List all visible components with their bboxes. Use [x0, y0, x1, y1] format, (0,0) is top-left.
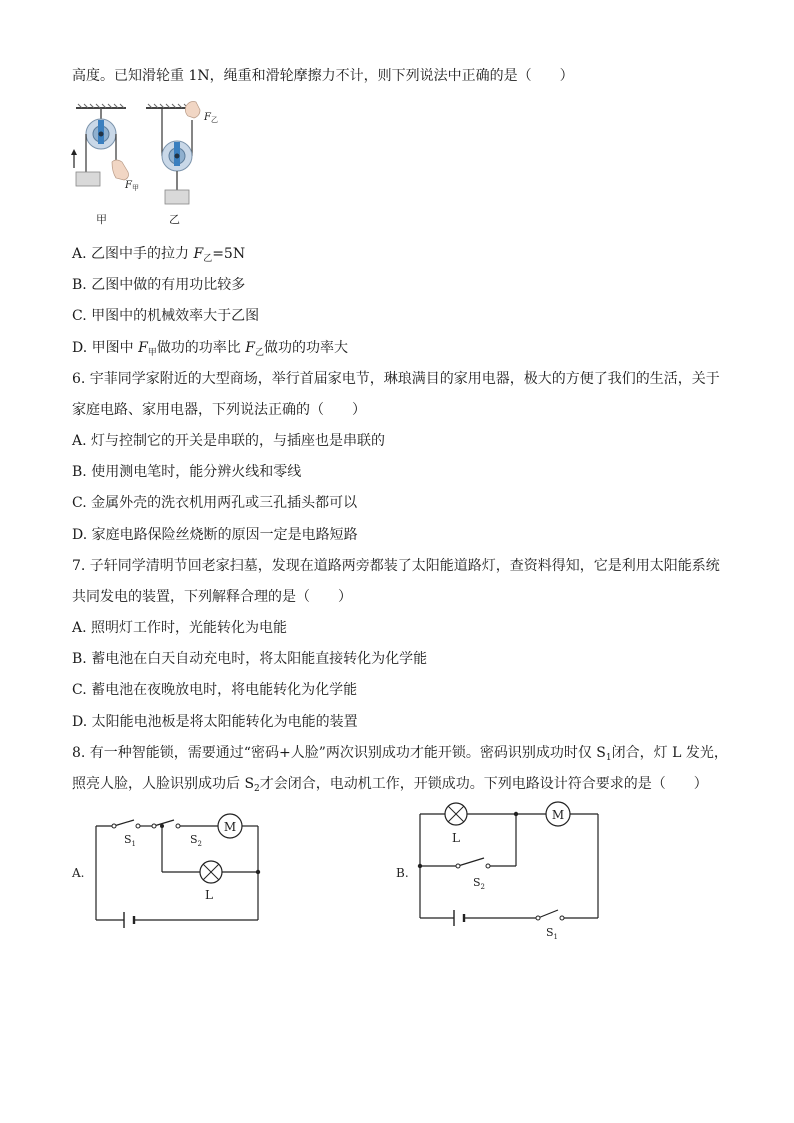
- q6-option-b: B. 使用测电笔时，能分辨火线和零线: [72, 464, 302, 480]
- q5-option-a: A. 乙图中手的拉力 $F_乙=5N$: [72, 246, 246, 264]
- question-5-intro: 高度。已知滑轮重 1N，绳重和滑轮摩擦力不计，则下列说法中正确的是（ ）: [72, 68, 574, 84]
- force-jia-label: $F_甲$: [125, 180, 139, 192]
- option-label-a: A.: [72, 866, 85, 880]
- q5-option-c: C. 甲图中的机械效率大于乙图: [72, 308, 260, 324]
- q7-stem-line2: 共同发电的装置，下列解释合理的是（ ）: [72, 589, 352, 605]
- switch-s2-label: $S_2$: [190, 833, 203, 848]
- switch-s1-label: $S_1$: [124, 833, 137, 848]
- switch-s1-label: $S_1$: [546, 926, 559, 941]
- force-yi-label: $F_乙$: [204, 112, 218, 124]
- q6-stem-line1: 6. 宇菲同学家附近的大型商场，举行首届家电节，琳琅满目的家用电器，极大的方便了我们的生活，关于: [72, 371, 720, 387]
- lamp-icon: [445, 803, 467, 825]
- circuit-b: [394, 800, 614, 945]
- figure-label-yi: 乙: [169, 213, 180, 226]
- circuit-a: [66, 808, 276, 933]
- motor-label: M: [551, 808, 565, 822]
- q6-stem-line2: 家庭电路、家用电器，下列说法正确的（ ）: [72, 402, 366, 418]
- figure-label-jia: 甲: [96, 213, 107, 226]
- q8-stem-line1: 8. 有一种智能锁，需要通过“密码+人脸”两次识别成功才能开锁。密码识别成功时仅 $S_1$闭合，灯 L 发光，: [72, 745, 728, 763]
- q7-option-a: A. 照明灯工作时，光能转化为电能: [72, 620, 288, 636]
- lamp-icon: [200, 861, 222, 883]
- q6-option-c: C. 金属外壳的洗衣机用两孔或三孔插头都可以: [72, 495, 358, 511]
- q5-option-d: D. 甲图中 $F_甲$做功的功率比 $F_乙$做功的功率大: [72, 340, 348, 358]
- q6-option-d: D. 家庭电路保险丝烧断的原因一定是电路短路: [72, 527, 358, 543]
- pulley-jia: [71, 104, 129, 186]
- pulley-figure: [66, 100, 236, 232]
- q8-stem-line2: 照亮人脸，人脸识别成功后 $S_2$才会闭合，电动机工作，开锁成功。下列电路设计符合要求的是（ ）: [72, 776, 708, 794]
- pulley-yi: [146, 102, 200, 205]
- option-label-b: B.: [396, 866, 409, 880]
- q6-option-a: A. 灯与控制它的开关是串联的，与插座也是串联的: [72, 433, 386, 449]
- q7-stem-line1: 7. 子轩同学清明节回老家扫墓，发现在道路两旁都装了太阳能道路灯，查资料得知，它是利用太阳能系统: [72, 558, 720, 574]
- lamp-label: L: [452, 831, 460, 845]
- q7-option-d: D. 太阳能电池板是将太阳能转化为电能的装置: [72, 714, 358, 730]
- motor-label: M: [223, 820, 237, 834]
- lamp-label: L: [205, 888, 213, 902]
- switch-s2-label: $S_2$: [473, 876, 486, 891]
- q7-option-c: C. 蓄电池在夜晚放电时，将电能转化为化学能: [72, 682, 358, 698]
- q7-option-b: B. 蓄电池在白天自动充电时，将太阳能直接转化为化学能: [72, 651, 428, 667]
- q5-option-b: B. 乙图中做的有用功比较多: [72, 277, 246, 293]
